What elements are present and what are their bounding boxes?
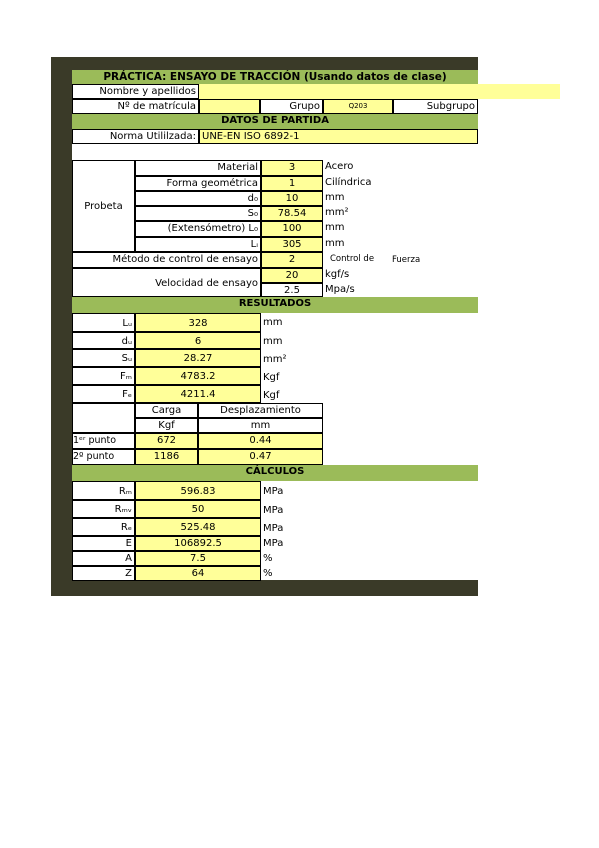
li-field[interactable]: 305 bbox=[261, 237, 323, 252]
re-unit: MPa bbox=[263, 523, 284, 534]
rmv-label: Rₘᵥ bbox=[72, 500, 135, 518]
l0-field[interactable]: 100 bbox=[261, 221, 323, 237]
matricula-label: Nº de matrícula bbox=[72, 99, 199, 114]
point-2-label: 2º punto bbox=[72, 449, 135, 465]
re-label: Rₑ bbox=[72, 518, 135, 536]
section-datos-partida: DATOS DE PARTIDA bbox=[72, 114, 478, 129]
du-unit: mm bbox=[263, 336, 283, 347]
material-label: Material bbox=[135, 160, 261, 176]
name-label: Nombre y apellidos bbox=[72, 84, 199, 99]
fm-value[interactable]: 4783.2 bbox=[135, 367, 261, 385]
probeta-label: Probeta bbox=[72, 160, 135, 252]
d0-field[interactable]: 10 bbox=[261, 191, 323, 206]
z-label: Z bbox=[72, 566, 135, 581]
re-value[interactable]: 525.48 bbox=[135, 518, 261, 536]
fm-label: Fₘ bbox=[72, 367, 135, 385]
lu-value[interactable]: 328 bbox=[135, 313, 261, 332]
carga-unit: Kgf bbox=[135, 418, 198, 433]
velocidad-label: Velocidad de ensayo bbox=[72, 268, 261, 297]
a-value[interactable]: 7.5 bbox=[135, 551, 261, 566]
material-desc: Acero bbox=[325, 161, 354, 172]
forma-label: Forma geométrica bbox=[135, 176, 261, 191]
a-unit: % bbox=[263, 553, 273, 564]
rm-unit: MPa bbox=[263, 486, 284, 497]
velocidad-kgf-field[interactable]: 20 bbox=[261, 268, 323, 283]
rmv-value[interactable]: 50 bbox=[135, 500, 261, 518]
s0-field[interactable]: 78.54 bbox=[261, 206, 323, 221]
metodo-label: Método de control de ensayo bbox=[72, 252, 261, 268]
norma-field[interactable]: UNE-EN ISO 6892-1 bbox=[199, 129, 478, 144]
point-1-carga[interactable]: 672 bbox=[135, 433, 198, 449]
velocidad-kgf-unit: kgf/s bbox=[325, 269, 350, 280]
d0-unit: mm bbox=[325, 192, 345, 203]
lu-label: Lᵤ bbox=[72, 313, 135, 332]
name-field[interactable] bbox=[199, 84, 560, 99]
point-1-desp[interactable]: 0.44 bbox=[198, 433, 323, 449]
du-value[interactable]: 6 bbox=[135, 332, 261, 349]
point-1-label: 1ᵉʳ punto bbox=[72, 433, 135, 449]
section-resultados: RESULTADOS bbox=[72, 297, 478, 313]
metodo-desc-2: Fuerza bbox=[392, 255, 421, 265]
subgrupo-label: Subgrupo bbox=[393, 99, 478, 114]
e-value[interactable]: 106892.5 bbox=[135, 536, 261, 551]
rm-label: Rₘ bbox=[72, 481, 135, 500]
li-unit: mm bbox=[325, 238, 345, 249]
d0-label: d₀ bbox=[135, 191, 261, 206]
s0-unit: mm² bbox=[325, 207, 349, 218]
s0-label: S₀ bbox=[135, 206, 261, 221]
page-title: PRÁCTICA: ENSAYO DE TRACCIÓN (Usando datos de clase) bbox=[72, 70, 478, 84]
section-calculos: CÁLCULOS bbox=[72, 465, 478, 481]
forma-field[interactable]: 1 bbox=[261, 176, 323, 191]
a-label: A bbox=[72, 551, 135, 566]
matricula-field[interactable] bbox=[199, 99, 260, 114]
metodo-field[interactable]: 2 bbox=[261, 252, 323, 268]
fm-unit: Kgf bbox=[263, 372, 280, 383]
grupo-field[interactable]: Q203 bbox=[323, 99, 393, 114]
metodo-desc-1: Control de bbox=[330, 254, 375, 264]
grupo-label: Grupo bbox=[260, 99, 323, 114]
l0-label: (Extensómetro) L₀ bbox=[135, 221, 261, 237]
su-unit: mm² bbox=[263, 354, 287, 365]
point-2-desp[interactable]: 0.47 bbox=[198, 449, 323, 465]
du-label: dᵤ bbox=[72, 332, 135, 349]
e-label: E bbox=[72, 536, 135, 551]
z-value[interactable]: 64 bbox=[135, 566, 261, 581]
norma-label: Norma Utililzada: bbox=[72, 129, 199, 144]
l0-unit: mm bbox=[325, 222, 345, 233]
points-corner bbox=[72, 403, 135, 433]
fe-unit: Kgf bbox=[263, 390, 280, 401]
su-value[interactable]: 28.27 bbox=[135, 349, 261, 367]
material-field[interactable]: 3 bbox=[261, 160, 323, 176]
z-unit: % bbox=[263, 568, 273, 579]
fe-label: Fₑ bbox=[72, 385, 135, 403]
e-unit: MPa bbox=[263, 538, 284, 549]
su-label: Sᵤ bbox=[72, 349, 135, 367]
velocidad-mpa-field[interactable]: 2.5 bbox=[261, 283, 323, 297]
fe-value[interactable]: 4211.4 bbox=[135, 385, 261, 403]
rmv-unit: MPa bbox=[263, 505, 284, 516]
point-2-carga[interactable]: 1186 bbox=[135, 449, 198, 465]
carga-header: Carga bbox=[135, 403, 198, 418]
forma-desc: Cilíndrica bbox=[325, 177, 372, 188]
lu-unit: mm bbox=[263, 317, 283, 328]
rm-value[interactable]: 596.83 bbox=[135, 481, 261, 500]
li-label: Lᵢ bbox=[135, 237, 261, 252]
desplazamiento-header: Desplazamiento bbox=[198, 403, 323, 418]
desplazamiento-unit: mm bbox=[198, 418, 323, 433]
velocidad-mpa-unit: Mpa/s bbox=[325, 284, 355, 295]
